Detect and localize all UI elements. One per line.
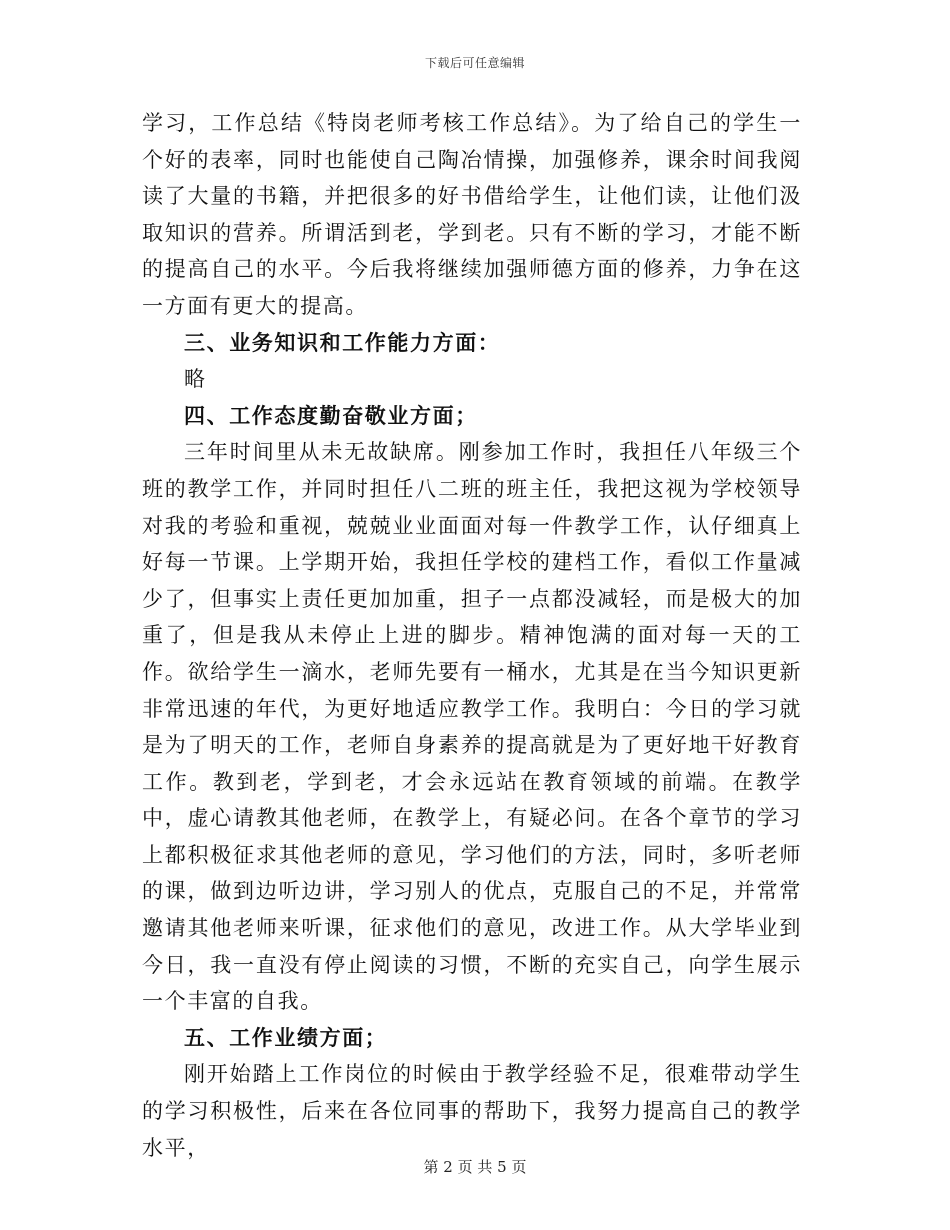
section-heading-5: 五、工作业绩方面； — [184, 1024, 388, 1050]
header-note: 下载后可任意编辑 — [424, 56, 525, 70]
document-body — [142, 105, 802, 1166]
paragraph-continued: 学习，工作总结《特岗老师考核工作总结》。为了给自己的学生一个好的表率，同时也能使自己陶冶情操，加强修养，课余时间我阅读了大量的书籍，并把很多的好书借给学生，让他们读，让他们汲取知识的营养。所谓活到老，学到老。只有不断的学习，才能不断的提高自己的水平。今后我将继续加强师德方面的修养，力争在这一方面有更大的提高。 — [142, 111, 802, 318]
section-heading-4: 四、工作态度勤奋敬业方面； — [184, 402, 478, 428]
page-number: 第 2 页 共 5 页 — [423, 1158, 527, 1176]
paragraph-section-3: 略 — [184, 367, 207, 392]
paragraph-section-4: 三年时间里从未无故缺席。刚参加工作时，我担任八年级三个班的教学工作，并同时担任八二班的班主任，我把这视为学校领导对我的考验和重视，兢兢业业面面对每一件教学工作，认仔细真上好每一节课。上学期开始，我担任学校的建档工作，看似工作量减少了，但事实上责任更加加重，担子一点都没减轻，而是极大的加重了，但是我从未停止上进的脚步。精神饱满的面对每一天的工作。欲给学生一滴水，老师先要有一桶水，尤其是在当今知识更新非常迅速的年代，为更好地适应教学工作。我明白：今日的学习就是为了明天的工作，老师自身素养的提高就是为了更好地干好教育工作。教到老，学到老，才会永远站在教育领域的前端。在教学中，虚心请教其他老师，在教学上，有疑必问。在各个章节的学习上都积极征求其他老师的意见，学习他们的方法，同时，多听老师的课，做到边听边讲，学习别人的优点，克服自己的不足，并常常邀请其他老师来听课，征求他们的意见，改进工作。从大学毕业到今日，我一直没有停止阅读的习惯，不断的充实自己，向学生展示一个丰富的自我。 — [142, 440, 802, 1014]
section-heading-3: 三、业务知识和工作能力方面： — [184, 329, 501, 355]
paragraph-section-5: 刚开始踏上工作岗位的时候由于教学经验不足，很难带动学生的学习积极性，后来在各位同事的帮助下，我努力提高自己的教学水平， — [142, 1062, 802, 1160]
